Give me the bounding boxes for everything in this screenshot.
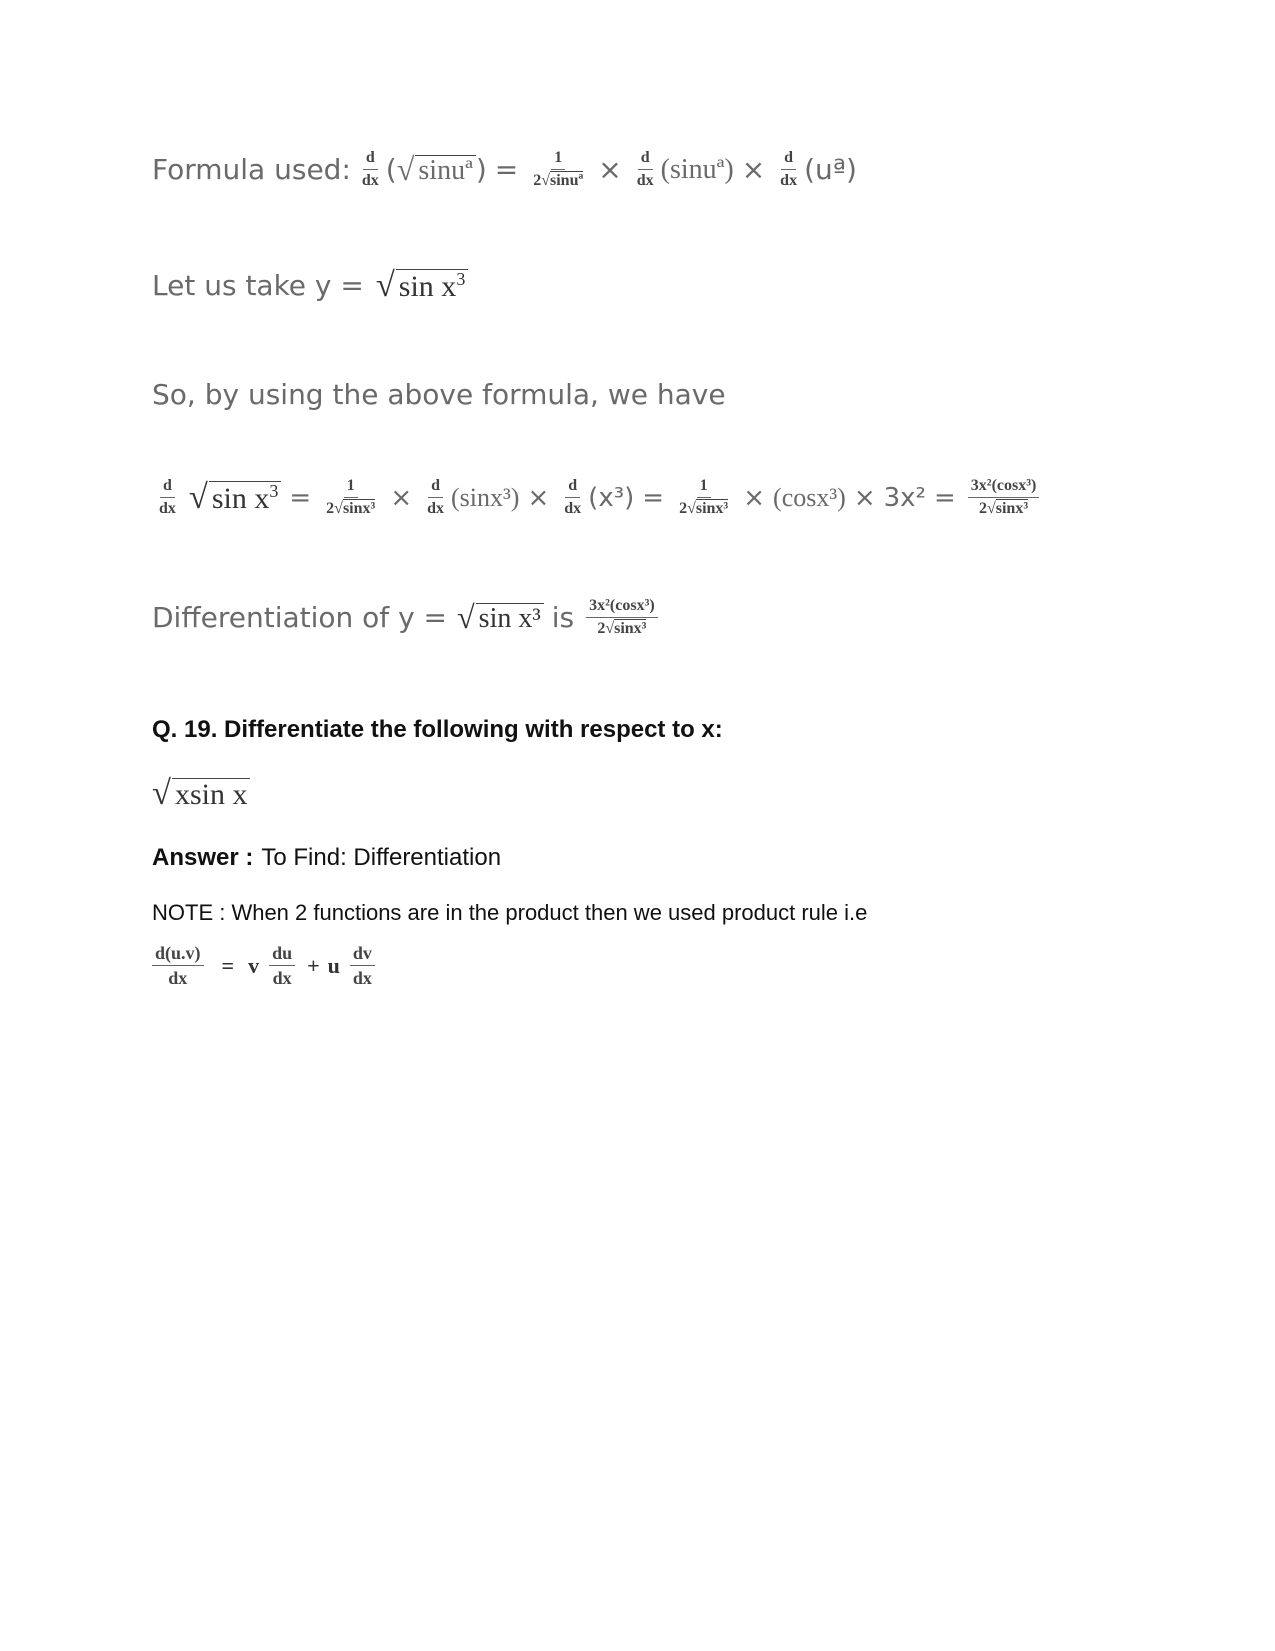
- answer-line: Answer : To Find: Differentiation: [152, 844, 502, 871]
- derivation-line: $\frac{d}{dx}$ √ $\sin x^3$ = $\frac{1}{\text{2√sinx³}}$ × $\frac{d}{dx}$ (sinx³) × $\frac{d}{dx}$ (x³) = $\frac{1}{\text{2√sinx³}}$ × (cosx³) × 3x² = $\frac{\text{3x²(cosx³)}}{\text{2√sinx³}}$: [152, 478, 1043, 517]
- d-dx-fraction-2: $\frac{d}{dx}$: [636, 149, 654, 189]
- d-dx-fraction-6: $\frac{d}{dx}$: [564, 477, 582, 517]
- so-line: So, by using the above formula, we have: [152, 378, 726, 411]
- sqrt-sin-x3: √ sin x³: [457, 601, 544, 633]
- one-over-two-root-sinx3: $\frac{1}{\text{2√sinx³}}$: [326, 477, 376, 517]
- sqrt-sin-x-cubed-2: √ $\sin x^3$: [189, 480, 281, 515]
- note-line: NOTE : When 2 functions are in the product then we used product rule i.e: [152, 900, 868, 925]
- let-line: Let us take y = √ $\sin x^3$: [152, 268, 468, 303]
- d-dx-fraction-5: $\frac{d}{dx}$: [427, 477, 445, 517]
- formula-used-line: Formula used: $\frac{d}{dx}$ ( √ sinuª ) = $\frac{1}{\text{2√sinuª}}$ × $\frac{d}{dx}$ (sinuª) × $\frac{d}{dx}$ (uª): [152, 149, 857, 189]
- one-over-two-root-fraction: $\frac{1}{\text{2√sinuª}}$: [533, 149, 584, 189]
- d-dx-fraction-3: $\frac{d}{dx}$: [780, 149, 798, 189]
- formula-label: Formula used:: [152, 153, 351, 186]
- sqrt-sinua: √ sinuª: [397, 153, 476, 185]
- question-expression: √ xsin x: [152, 776, 250, 811]
- one-over-two-root-sinx3-2: $\frac{1}{\text{2√sinx³}}$: [679, 477, 729, 517]
- d-dx-fraction-4: $\frac{d}{dx}$: [159, 477, 176, 517]
- question-19: Q. 19. Differentiate the following with respect to x:: [152, 716, 723, 743]
- sqrt-sin-x-cubed: √ $\sin x^3$: [376, 268, 468, 303]
- differentiation-line: Differentiation of y = √ sin x³ is $\frac{\text{3x²(cosx³)}}{\text{2√sinx³}}$: [152, 598, 662, 637]
- product-rule: $\frac{d(u.v)}{dx}$ = v $\frac{du}{dx}$ + u $\frac{dv}{dx}$: [152, 944, 379, 987]
- diff-result-fraction: $\frac{\text{3x²(cosx³)}}{\text{2√sinx³}}$: [586, 598, 658, 637]
- result-fraction: $\frac{\text{3x²(cosx³)}}{\text{2√sinx³}}$: [968, 478, 1040, 517]
- d-dx-fraction: $\frac{d}{dx}$: [361, 149, 379, 189]
